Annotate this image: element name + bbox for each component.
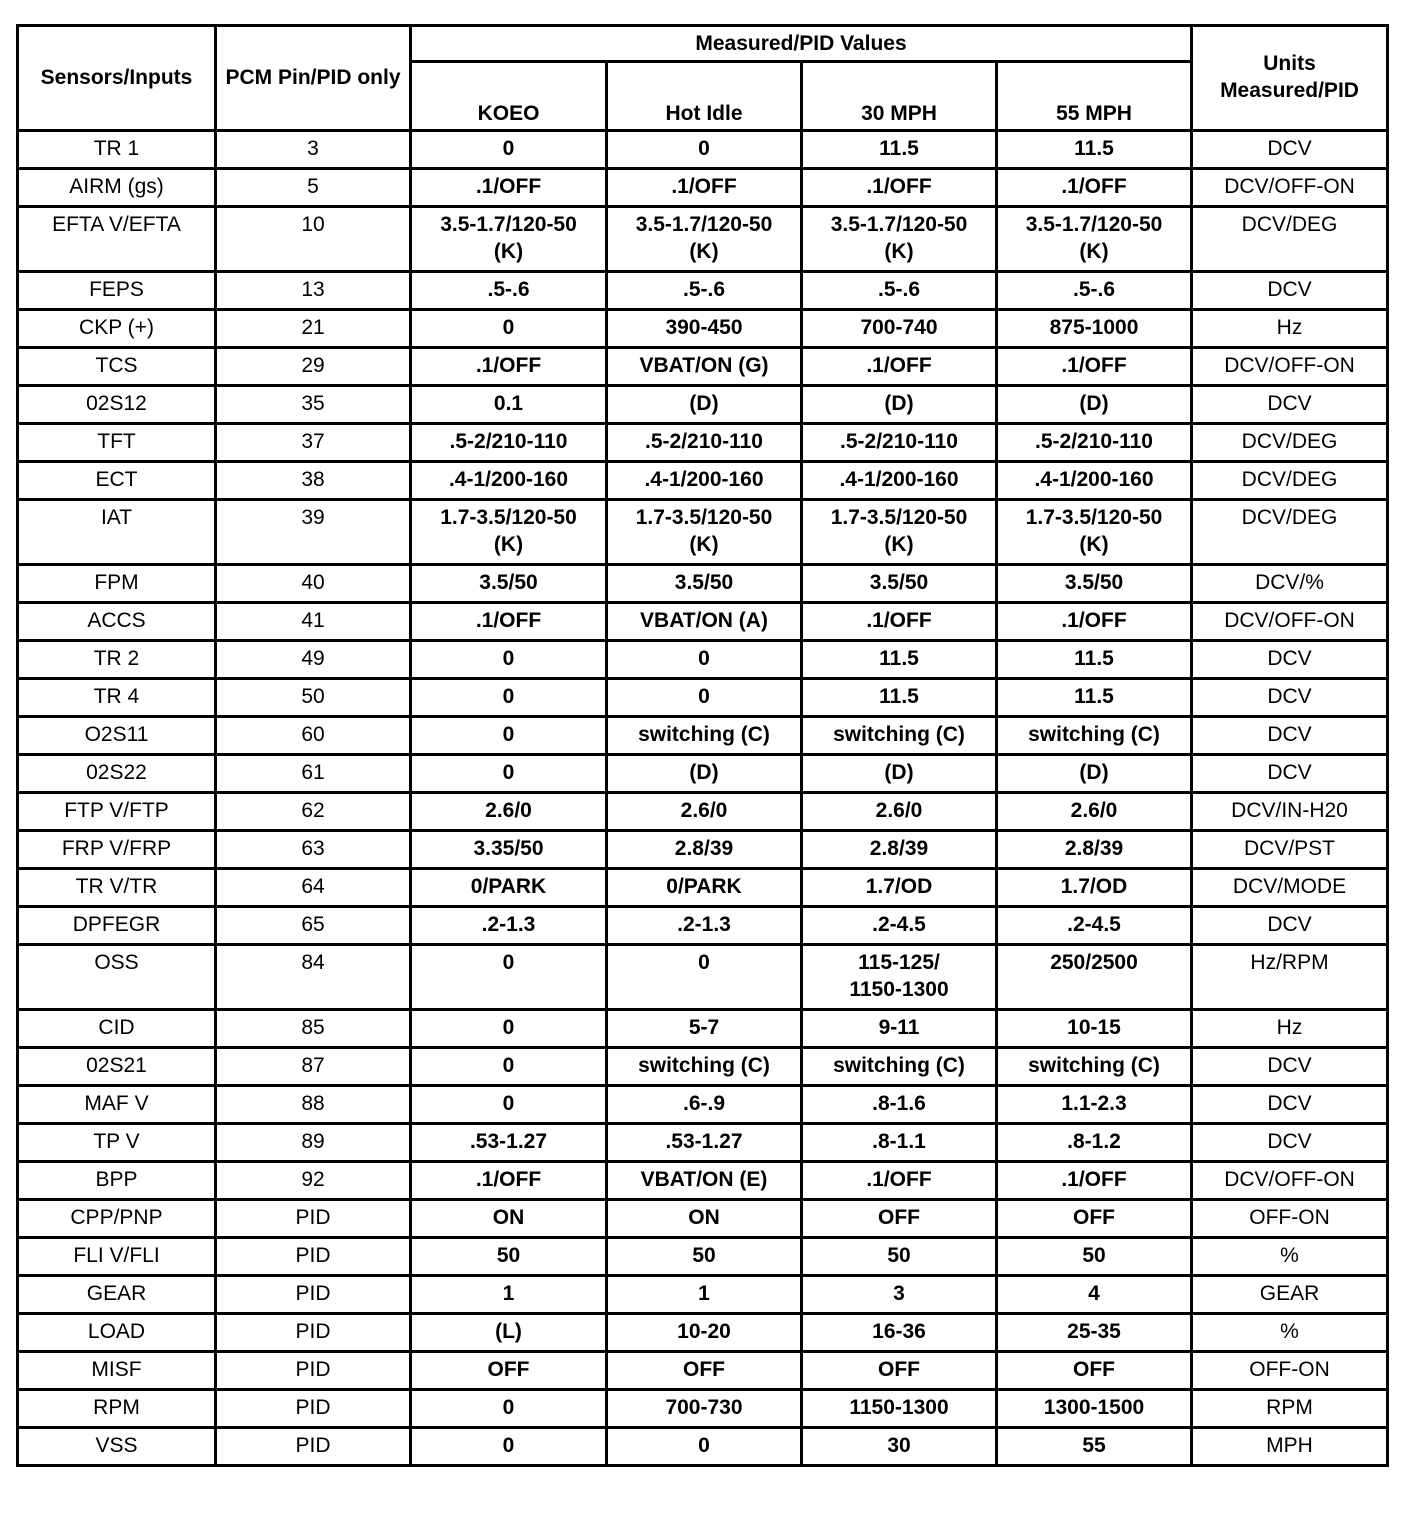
cell-pin: PID bbox=[216, 1200, 411, 1238]
cell-units: DCV bbox=[1192, 641, 1388, 679]
cell-30-mph: 3.5-1.7/120-50 (K) bbox=[802, 207, 997, 272]
cell-hot-idle: 0 bbox=[607, 131, 802, 169]
cell-units: DCV/OFF-ON bbox=[1192, 169, 1388, 207]
cell-units: Hz bbox=[1192, 1010, 1388, 1048]
cell-hot-idle: 1 bbox=[607, 1276, 802, 1314]
cell-koeo: 0 bbox=[411, 1390, 607, 1428]
cell-pin: 41 bbox=[216, 603, 411, 641]
table-body bbox=[18, 131, 1388, 1466]
cell-30-mph: 115-125/ 1150-1300 bbox=[802, 945, 997, 1010]
cell-sensor: MISF bbox=[18, 1352, 216, 1390]
cell-koeo: 0 bbox=[411, 1010, 607, 1048]
cell-sensor: TR V/TR bbox=[18, 869, 216, 907]
cell-sensor: FTP V/FTP bbox=[18, 793, 216, 831]
table-row bbox=[18, 348, 1388, 386]
cell-30-mph: 700-740 bbox=[802, 310, 997, 348]
cell-55-mph: 1.1-2.3 bbox=[997, 1086, 1192, 1124]
cell-30-mph: .1/OFF bbox=[802, 1162, 997, 1200]
cell-sensor: TR 4 bbox=[18, 679, 216, 717]
table-row bbox=[18, 1162, 1388, 1200]
cell-pin: 92 bbox=[216, 1162, 411, 1200]
cell-koeo: 0/PARK bbox=[411, 869, 607, 907]
table-row bbox=[18, 565, 1388, 603]
cell-units: MPH bbox=[1192, 1428, 1388, 1466]
cell-koeo: 1.7-3.5/120-50 (K) bbox=[411, 500, 607, 565]
cell-units: DCV bbox=[1192, 717, 1388, 755]
cell-units: DCV/DEG bbox=[1192, 207, 1388, 272]
cell-55-mph: 25-35 bbox=[997, 1314, 1192, 1352]
cell-pin: 85 bbox=[216, 1010, 411, 1048]
table-row bbox=[18, 1352, 1388, 1390]
cell-55-mph: 1.7/OD bbox=[997, 869, 1192, 907]
cell-30-mph: 16-36 bbox=[802, 1314, 997, 1352]
cell-sensor: VSS bbox=[18, 1428, 216, 1466]
cell-hot-idle: .1/OFF bbox=[607, 169, 802, 207]
header-koeo: KOEO bbox=[411, 62, 607, 131]
cell-units: OFF-ON bbox=[1192, 1200, 1388, 1238]
sensor-values-table bbox=[16, 24, 1389, 1467]
cell-30-mph: .8-1.1 bbox=[802, 1124, 997, 1162]
table-row bbox=[18, 272, 1388, 310]
cell-koeo: 1 bbox=[411, 1276, 607, 1314]
cell-units: DCV/MODE bbox=[1192, 869, 1388, 907]
cell-hot-idle: switching (C) bbox=[607, 1048, 802, 1086]
table-row bbox=[18, 131, 1388, 169]
cell-30-mph: 2.8/39 bbox=[802, 831, 997, 869]
cell-pin: PID bbox=[216, 1238, 411, 1276]
cell-55-mph: .1/OFF bbox=[997, 603, 1192, 641]
cell-units: DCV/DEG bbox=[1192, 424, 1388, 462]
cell-30-mph: 1.7-3.5/120-50 (K) bbox=[802, 500, 997, 565]
cell-koeo: 0 bbox=[411, 945, 607, 1010]
cell-units: OFF-ON bbox=[1192, 1352, 1388, 1390]
cell-hot-idle: 0 bbox=[607, 679, 802, 717]
cell-units: DCV bbox=[1192, 272, 1388, 310]
cell-55-mph: (D) bbox=[997, 755, 1192, 793]
cell-55-mph: OFF bbox=[997, 1200, 1192, 1238]
cell-hot-idle: .5-2/210-110 bbox=[607, 424, 802, 462]
cell-hot-idle: 3.5-1.7/120-50 (K) bbox=[607, 207, 802, 272]
cell-koeo: .5-.6 bbox=[411, 272, 607, 310]
cell-hot-idle: 700-730 bbox=[607, 1390, 802, 1428]
cell-sensor: 02S12 bbox=[18, 386, 216, 424]
cell-pin: 35 bbox=[216, 386, 411, 424]
cell-30-mph: 1150-1300 bbox=[802, 1390, 997, 1428]
cell-55-mph: 2.6/0 bbox=[997, 793, 1192, 831]
cell-koeo: OFF bbox=[411, 1352, 607, 1390]
cell-30-mph: .1/OFF bbox=[802, 348, 997, 386]
cell-55-mph: .5-2/210-110 bbox=[997, 424, 1192, 462]
cell-30-mph: 11.5 bbox=[802, 131, 997, 169]
cell-hot-idle: .53-1.27 bbox=[607, 1124, 802, 1162]
cell-sensor: CKP (+) bbox=[18, 310, 216, 348]
cell-55-mph: OFF bbox=[997, 1352, 1192, 1390]
cell-55-mph: .1/OFF bbox=[997, 1162, 1192, 1200]
cell-hot-idle: VBAT/ON (G) bbox=[607, 348, 802, 386]
cell-koeo: 0 bbox=[411, 1048, 607, 1086]
cell-pin: PID bbox=[216, 1390, 411, 1428]
cell-units: GEAR bbox=[1192, 1276, 1388, 1314]
table-row bbox=[18, 907, 1388, 945]
cell-koeo: .2-1.3 bbox=[411, 907, 607, 945]
cell-hot-idle: 50 bbox=[607, 1238, 802, 1276]
cell-sensor: IAT bbox=[18, 500, 216, 565]
cell-units: DCV/% bbox=[1192, 565, 1388, 603]
cell-sensor: TR 2 bbox=[18, 641, 216, 679]
cell-units: DCV/OFF-ON bbox=[1192, 1162, 1388, 1200]
cell-pin: PID bbox=[216, 1276, 411, 1314]
table-row bbox=[18, 169, 1388, 207]
cell-hot-idle: 0 bbox=[607, 945, 802, 1010]
cell-units: DCV bbox=[1192, 386, 1388, 424]
cell-hot-idle: (D) bbox=[607, 755, 802, 793]
cell-55-mph: 250/2500 bbox=[997, 945, 1192, 1010]
table-row bbox=[18, 869, 1388, 907]
cell-pin: 39 bbox=[216, 500, 411, 565]
table-row bbox=[18, 1238, 1388, 1276]
cell-pin: 49 bbox=[216, 641, 411, 679]
cell-koeo: (L) bbox=[411, 1314, 607, 1352]
cell-pin: 50 bbox=[216, 679, 411, 717]
cell-koeo: .1/OFF bbox=[411, 348, 607, 386]
cell-pin: 84 bbox=[216, 945, 411, 1010]
cell-koeo: 0 bbox=[411, 1428, 607, 1466]
cell-sensor: AIRM (gs) bbox=[18, 169, 216, 207]
cell-units: DCV/OFF-ON bbox=[1192, 603, 1388, 641]
cell-hot-idle: switching (C) bbox=[607, 717, 802, 755]
cell-pin: 61 bbox=[216, 755, 411, 793]
cell-koeo: .4-1/200-160 bbox=[411, 462, 607, 500]
cell-55-mph: .5-.6 bbox=[997, 272, 1192, 310]
cell-30-mph: 11.5 bbox=[802, 679, 997, 717]
cell-hot-idle: .5-.6 bbox=[607, 272, 802, 310]
cell-pin: 63 bbox=[216, 831, 411, 869]
table-row bbox=[18, 603, 1388, 641]
table-row bbox=[18, 1124, 1388, 1162]
cell-units: Hz/RPM bbox=[1192, 945, 1388, 1010]
cell-pin: 62 bbox=[216, 793, 411, 831]
cell-hot-idle: 0 bbox=[607, 641, 802, 679]
cell-koeo: ON bbox=[411, 1200, 607, 1238]
cell-30-mph: OFF bbox=[802, 1200, 997, 1238]
header-measured-values: Measured/PID Values bbox=[411, 26, 1192, 62]
header-hot-idle: Hot Idle bbox=[607, 62, 802, 131]
cell-sensor: FPM bbox=[18, 565, 216, 603]
cell-30-mph: 1.7/OD bbox=[802, 869, 997, 907]
cell-pin: PID bbox=[216, 1352, 411, 1390]
cell-sensor: RPM bbox=[18, 1390, 216, 1428]
cell-pin: 65 bbox=[216, 907, 411, 945]
cell-55-mph: (D) bbox=[997, 386, 1192, 424]
header-55-mph: 55 MPH bbox=[997, 62, 1192, 131]
header-units: Units Measured/PID bbox=[1192, 26, 1388, 131]
header-sensors: Sensors/Inputs bbox=[18, 26, 216, 131]
cell-55-mph: .1/OFF bbox=[997, 169, 1192, 207]
table-row bbox=[18, 755, 1388, 793]
cell-units: DCV bbox=[1192, 1086, 1388, 1124]
cell-55-mph: 10-15 bbox=[997, 1010, 1192, 1048]
cell-30-mph: .5-.6 bbox=[802, 272, 997, 310]
cell-55-mph: 4 bbox=[997, 1276, 1192, 1314]
cell-30-mph: 3 bbox=[802, 1276, 997, 1314]
cell-55-mph: .2-4.5 bbox=[997, 907, 1192, 945]
cell-55-mph: .8-1.2 bbox=[997, 1124, 1192, 1162]
cell-units: DCV/OFF-ON bbox=[1192, 348, 1388, 386]
cell-pin: 60 bbox=[216, 717, 411, 755]
cell-hot-idle: VBAT/ON (A) bbox=[607, 603, 802, 641]
cell-30-mph: 2.6/0 bbox=[802, 793, 997, 831]
cell-sensor: GEAR bbox=[18, 1276, 216, 1314]
cell-hot-idle: 3.5/50 bbox=[607, 565, 802, 603]
cell-55-mph: switching (C) bbox=[997, 1048, 1192, 1086]
cell-sensor: EFTA V/EFTA bbox=[18, 207, 216, 272]
table-row bbox=[18, 1086, 1388, 1124]
table-row bbox=[18, 462, 1388, 500]
cell-30-mph: .1/OFF bbox=[802, 169, 997, 207]
cell-55-mph: 11.5 bbox=[997, 131, 1192, 169]
cell-sensor: ACCS bbox=[18, 603, 216, 641]
cell-55-mph: .4-1/200-160 bbox=[997, 462, 1192, 500]
table-row bbox=[18, 1048, 1388, 1086]
table-row bbox=[18, 207, 1388, 272]
cell-units: DCV bbox=[1192, 131, 1388, 169]
cell-hot-idle: 2.8/39 bbox=[607, 831, 802, 869]
cell-koeo: 0.1 bbox=[411, 386, 607, 424]
table-row bbox=[18, 679, 1388, 717]
cell-hot-idle: .6-.9 bbox=[607, 1086, 802, 1124]
cell-pin: PID bbox=[216, 1428, 411, 1466]
cell-30-mph: (D) bbox=[802, 386, 997, 424]
cell-sensor: BPP bbox=[18, 1162, 216, 1200]
cell-units: DCV bbox=[1192, 679, 1388, 717]
cell-koeo: 0 bbox=[411, 131, 607, 169]
cell-koeo: .1/OFF bbox=[411, 1162, 607, 1200]
table-row bbox=[18, 831, 1388, 869]
cell-sensor: O2S11 bbox=[18, 717, 216, 755]
cell-sensor: DPFEGR bbox=[18, 907, 216, 945]
cell-koeo: 0 bbox=[411, 641, 607, 679]
cell-30-mph: switching (C) bbox=[802, 717, 997, 755]
cell-pin: 5 bbox=[216, 169, 411, 207]
cell-55-mph: 50 bbox=[997, 1238, 1192, 1276]
cell-units: RPM bbox=[1192, 1390, 1388, 1428]
cell-units: DCV/IN-H20 bbox=[1192, 793, 1388, 831]
cell-units: Hz bbox=[1192, 310, 1388, 348]
cell-sensor: TFT bbox=[18, 424, 216, 462]
cell-55-mph: 1.7-3.5/120-50 (K) bbox=[997, 500, 1192, 565]
cell-55-mph: .1/OFF bbox=[997, 348, 1192, 386]
cell-units: DCV bbox=[1192, 1048, 1388, 1086]
cell-units: DCV bbox=[1192, 1124, 1388, 1162]
cell-koeo: 0 bbox=[411, 1086, 607, 1124]
cell-30-mph: .2-4.5 bbox=[802, 907, 997, 945]
cell-55-mph: switching (C) bbox=[997, 717, 1192, 755]
table-row bbox=[18, 1390, 1388, 1428]
cell-30-mph: switching (C) bbox=[802, 1048, 997, 1086]
cell-hot-idle: VBAT/ON (E) bbox=[607, 1162, 802, 1200]
table-row bbox=[18, 793, 1388, 831]
cell-pin: 38 bbox=[216, 462, 411, 500]
cell-hot-idle: 2.6/0 bbox=[607, 793, 802, 831]
cell-pin: 40 bbox=[216, 565, 411, 603]
cell-units: DCV/DEG bbox=[1192, 500, 1388, 565]
cell-55-mph: 1300-1500 bbox=[997, 1390, 1192, 1428]
cell-sensor: ECT bbox=[18, 462, 216, 500]
cell-koeo: 0 bbox=[411, 310, 607, 348]
cell-koeo: 50 bbox=[411, 1238, 607, 1276]
cell-pin: 21 bbox=[216, 310, 411, 348]
cell-koeo: 3.5/50 bbox=[411, 565, 607, 603]
table-row bbox=[18, 386, 1388, 424]
header-30-mph: 30 MPH bbox=[802, 62, 997, 131]
table-row bbox=[18, 1276, 1388, 1314]
cell-sensor: FLI V/FLI bbox=[18, 1238, 216, 1276]
cell-sensor: 02S22 bbox=[18, 755, 216, 793]
cell-hot-idle: 0/PARK bbox=[607, 869, 802, 907]
cell-sensor: MAF V bbox=[18, 1086, 216, 1124]
table-row bbox=[18, 500, 1388, 565]
cell-sensor: TCS bbox=[18, 348, 216, 386]
cell-sensor: CID bbox=[18, 1010, 216, 1048]
cell-koeo: 3.35/50 bbox=[411, 831, 607, 869]
cell-pin: 89 bbox=[216, 1124, 411, 1162]
cell-55-mph: 2.8/39 bbox=[997, 831, 1192, 869]
cell-sensor: TR 1 bbox=[18, 131, 216, 169]
cell-hot-idle: .4-1/200-160 bbox=[607, 462, 802, 500]
cell-55-mph: 11.5 bbox=[997, 679, 1192, 717]
cell-koeo: .53-1.27 bbox=[411, 1124, 607, 1162]
cell-sensor: TP V bbox=[18, 1124, 216, 1162]
cell-koeo: .1/OFF bbox=[411, 169, 607, 207]
cell-sensor: FRP V/FRP bbox=[18, 831, 216, 869]
cell-koeo: .5-2/210-110 bbox=[411, 424, 607, 462]
cell-30-mph: 3.5/50 bbox=[802, 565, 997, 603]
cell-units: DCV/DEG bbox=[1192, 462, 1388, 500]
cell-30-mph: .4-1/200-160 bbox=[802, 462, 997, 500]
cell-pin: 88 bbox=[216, 1086, 411, 1124]
cell-units: DCV bbox=[1192, 755, 1388, 793]
cell-pin: 3 bbox=[216, 131, 411, 169]
cell-30-mph: 9-11 bbox=[802, 1010, 997, 1048]
table-row bbox=[18, 717, 1388, 755]
cell-sensor: 02S21 bbox=[18, 1048, 216, 1086]
cell-koeo: 0 bbox=[411, 679, 607, 717]
cell-55-mph: 3.5-1.7/120-50 (K) bbox=[997, 207, 1192, 272]
cell-koeo: 0 bbox=[411, 717, 607, 755]
cell-koeo: .1/OFF bbox=[411, 603, 607, 641]
table-row bbox=[18, 641, 1388, 679]
cell-hot-idle: 390-450 bbox=[607, 310, 802, 348]
cell-pin: 10 bbox=[216, 207, 411, 272]
cell-koeo: 0 bbox=[411, 755, 607, 793]
cell-units: % bbox=[1192, 1238, 1388, 1276]
table-row bbox=[18, 424, 1388, 462]
cell-hot-idle: ON bbox=[607, 1200, 802, 1238]
cell-pin: 29 bbox=[216, 348, 411, 386]
cell-koeo: 2.6/0 bbox=[411, 793, 607, 831]
cell-sensor: OSS bbox=[18, 945, 216, 1010]
cell-30-mph: (D) bbox=[802, 755, 997, 793]
cell-sensor: CPP/PNP bbox=[18, 1200, 216, 1238]
table-row bbox=[18, 1200, 1388, 1238]
cell-pin: 13 bbox=[216, 272, 411, 310]
header-pin: PCM Pin/PID only bbox=[216, 26, 411, 131]
cell-55-mph: 875-1000 bbox=[997, 310, 1192, 348]
table-row bbox=[18, 1314, 1388, 1352]
cell-30-mph: .5-2/210-110 bbox=[802, 424, 997, 462]
cell-hot-idle: 1.7-3.5/120-50 (K) bbox=[607, 500, 802, 565]
cell-units: DCV bbox=[1192, 907, 1388, 945]
table-row bbox=[18, 1010, 1388, 1048]
cell-55-mph: 11.5 bbox=[997, 641, 1192, 679]
cell-units: % bbox=[1192, 1314, 1388, 1352]
table-row bbox=[18, 1428, 1388, 1466]
cell-hot-idle: .2-1.3 bbox=[607, 907, 802, 945]
cell-hot-idle: 5-7 bbox=[607, 1010, 802, 1048]
cell-pin: 64 bbox=[216, 869, 411, 907]
cell-hot-idle: 0 bbox=[607, 1428, 802, 1466]
cell-hot-idle: 10-20 bbox=[607, 1314, 802, 1352]
table-row bbox=[18, 945, 1388, 1010]
cell-pin: PID bbox=[216, 1314, 411, 1352]
cell-30-mph: .1/OFF bbox=[802, 603, 997, 641]
cell-30-mph: 50 bbox=[802, 1238, 997, 1276]
cell-sensor: LOAD bbox=[18, 1314, 216, 1352]
cell-30-mph: .8-1.6 bbox=[802, 1086, 997, 1124]
cell-30-mph: 11.5 bbox=[802, 641, 997, 679]
cell-sensor: FEPS bbox=[18, 272, 216, 310]
table-row bbox=[18, 310, 1388, 348]
cell-30-mph: 30 bbox=[802, 1428, 997, 1466]
cell-units: DCV/PST bbox=[1192, 831, 1388, 869]
cell-pin: 87 bbox=[216, 1048, 411, 1086]
cell-koeo: 3.5-1.7/120-50 (K) bbox=[411, 207, 607, 272]
table-header bbox=[18, 26, 1388, 131]
cell-30-mph: OFF bbox=[802, 1352, 997, 1390]
cell-55-mph: 3.5/50 bbox=[997, 565, 1192, 603]
cell-55-mph: 55 bbox=[997, 1428, 1192, 1466]
cell-hot-idle: OFF bbox=[607, 1352, 802, 1390]
cell-hot-idle: (D) bbox=[607, 386, 802, 424]
cell-pin: 37 bbox=[216, 424, 411, 462]
